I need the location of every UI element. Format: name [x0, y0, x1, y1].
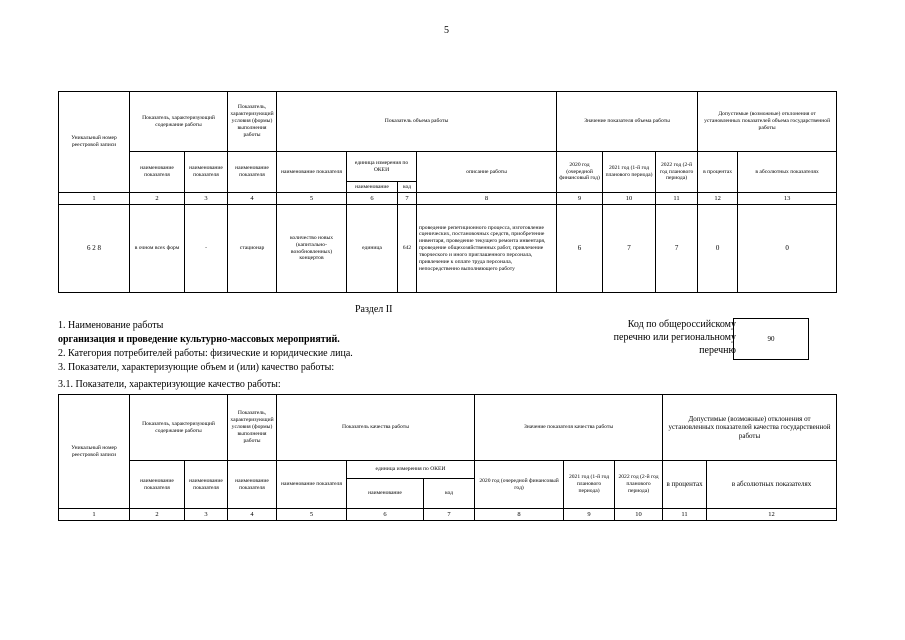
column-number: 7 — [398, 193, 417, 205]
header-unit-okei: единица измерения по ОКЕИ — [347, 461, 475, 479]
header-year-2022: 2022 год (2-й год планового периода) — [656, 152, 698, 193]
header-indicator-name: наименование показателя — [277, 461, 347, 509]
column-number: 2 — [130, 509, 185, 521]
header-allowed-deviations: Допустимые (возможные) отклонения от установленных показателей объема государственной работы — [698, 92, 837, 152]
column-number: 6 — [347, 509, 424, 521]
table-row — [59, 205, 837, 293]
header-indicator-name: наименование показателя — [185, 152, 228, 193]
header-absolute: в абсолютных показателях — [738, 152, 837, 193]
header-indicator-name: наименование показателя — [130, 461, 185, 509]
header-indicator-name: наименование показателя — [277, 152, 347, 193]
header-unit-code: код — [398, 182, 417, 193]
column-number: 10 — [603, 193, 656, 205]
column-number: 2 — [130, 193, 185, 205]
cell-absolute: 0 — [738, 205, 837, 293]
column-number: 1 — [59, 193, 130, 205]
column-number: 10 — [615, 509, 663, 521]
header-year-2020: 2020 год (очередной финансовый год) — [475, 461, 564, 509]
work-name-label: 1. Наименование работы — [58, 320, 164, 331]
header-indicator-name: наименование показателя — [228, 461, 277, 509]
header-quality-value: Значение показателя качества работы — [475, 395, 663, 461]
quality-indicators-table — [58, 394, 837, 521]
header-allowed-deviations: Допустимые (возможные) отклонения от установленных показателей качества государственной работы — [663, 395, 837, 461]
cell-content-indicator: в очном всех форм — [130, 205, 185, 293]
cell-year-2022: 7 — [656, 205, 698, 293]
page-number: 5 — [444, 25, 449, 36]
consumer-category: 2. Категория потребителей работы: физические и юридические лица. — [58, 348, 353, 359]
column-number: 12 — [707, 509, 837, 521]
header-indicator-name: наименование показателя — [228, 152, 277, 193]
column-number: 3 — [185, 193, 228, 205]
header-unit-name: наименование — [347, 182, 398, 193]
work-name-value: организация и проведение культурно-массовых мероприятий. — [58, 334, 340, 345]
header-year-2021: 2021 год (1-й год планового периода) — [564, 461, 615, 509]
header-volume-indicator: Показатель объема работы — [277, 92, 557, 152]
column-number: 5 — [277, 509, 347, 521]
registry-code-value: 90 — [767, 335, 775, 343]
header-registry-number: Уникальный номер реестровой записи — [59, 395, 130, 509]
header-unit-name: наименование — [347, 479, 424, 509]
cell-unit-name: единица — [347, 205, 398, 293]
header-work-description: описание работы — [417, 152, 557, 193]
column-number: 12 — [698, 193, 738, 205]
cell-content-indicator: - — [185, 205, 228, 293]
header-unit-okei: единица измерения по ОКЕИ — [347, 152, 417, 182]
volume-indicators-table — [58, 91, 837, 293]
cell-year-2021: 7 — [603, 205, 656, 293]
column-number: 7 — [424, 509, 475, 521]
header-year-2020: 2020 год (очередной финансовый год) — [557, 152, 603, 193]
header-volume-value: Значение показателя объема работы — [557, 92, 698, 152]
column-number: 8 — [417, 193, 557, 205]
column-number: 4 — [228, 193, 277, 205]
header-percent: в процентах — [698, 152, 738, 193]
registry-code-box — [733, 318, 809, 360]
header-content-indicator: Показатель, характеризующий содержание работы — [130, 395, 228, 461]
section-title: Раздел II — [355, 304, 393, 315]
header-conditions-indicator: Показатель, характеризующий условия (формы) выполнения работы — [228, 92, 277, 152]
column-number: 5 — [277, 193, 347, 205]
header-year-2021: 2021 год (1-й год планового периода) — [603, 152, 656, 193]
header-percent: в процентах — [663, 461, 707, 509]
column-number: 9 — [564, 509, 615, 521]
column-number: 9 — [557, 193, 603, 205]
column-number: 13 — [738, 193, 837, 205]
cell-work-description: проведение репетиционного процесса, изготовление сценических, постановочных средств, приобретение инвентаря, проведение текущего ремонта инвентаря, проведение общехозяйственных работ, привлечение творческого и иного приглашенного персонала, привлечение к оплате труда персонала, непосредственно выполняющего работу — [417, 205, 557, 293]
header-absolute: в абсолютных показателях — [707, 461, 837, 509]
quality-indicators-heading: 3.1. Показатели, характеризующие качество работы: — [58, 379, 281, 390]
cell-unit-code: 642 — [398, 205, 417, 293]
cell-percent: 0 — [698, 205, 738, 293]
header-unit-code: код — [424, 479, 475, 509]
column-number: 8 — [475, 509, 564, 521]
column-number: 4 — [228, 509, 277, 521]
column-number: 11 — [663, 509, 707, 521]
indicators-heading: 3. Показатели, характеризующие объем и (или) качество работы: — [58, 362, 335, 373]
header-conditions-indicator: Показатель, характеризующий условия (формы) выполнения работы — [228, 395, 277, 461]
header-indicator-name: наименование показателя — [185, 461, 228, 509]
header-indicator-name: наименование показателя — [130, 152, 185, 193]
header-registry-number: Уникальный номер реестровой записи — [59, 92, 130, 193]
cell-indicator-name: количество новых (капитально-возобновленных) концертов — [277, 205, 347, 293]
cell-condition: стационар — [228, 205, 277, 293]
registry-code-label: Код по общероссийскому перечню или региональному перечню — [613, 319, 736, 356]
cell-year-2020: 6 — [557, 205, 603, 293]
column-number: 6 — [347, 193, 398, 205]
header-year-2022: 2022 год (2-й год планового периода) — [615, 461, 663, 509]
header-quality-indicator: Показатель качества работы — [277, 395, 475, 461]
column-number: 11 — [656, 193, 698, 205]
column-number: 1 — [59, 509, 130, 521]
column-number: 3 — [185, 509, 228, 521]
cell-registry-number: 6 2 8 — [59, 205, 130, 293]
header-content-indicator: Показатель, характеризующий содержание работы — [130, 92, 228, 152]
